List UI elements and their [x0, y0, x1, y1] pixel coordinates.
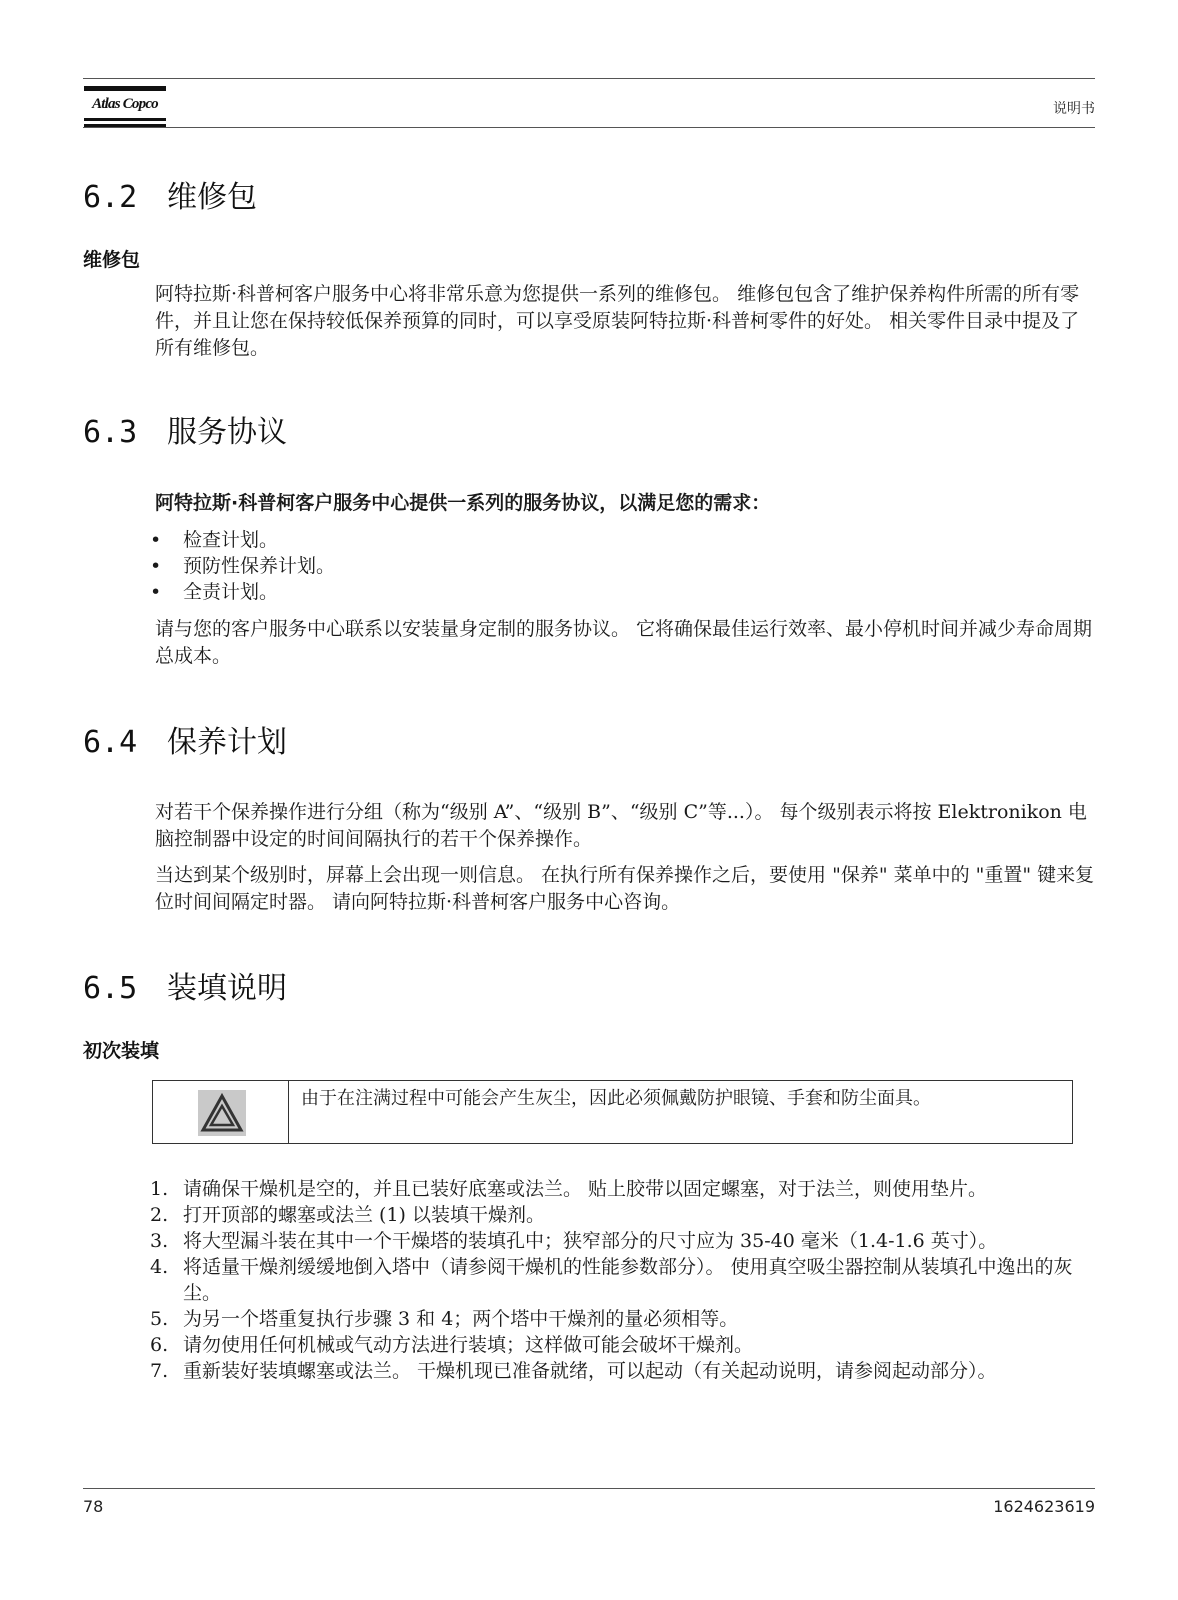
section-6-4-paragraph-2: 当达到某个级别时，屏幕上会出现一则信息。 在执行所有保养操作之后，要使用 "保养" 菜单中的 "重置" 键来复位时间间隔定时器。 请向阿特拉斯·科普柯客户服务中心咨询。 — [155, 864, 1095, 913]
warning-box — [152, 1080, 1073, 1144]
section-title: 保养计划 — [167, 725, 287, 760]
warning-icon-cell — [153, 1081, 289, 1143]
header-bottom-rule — [83, 127, 1095, 128]
list-item: 1. 请确保干燥机是空的，并且已装好底塞或法兰。 贴上胶带以固定螺塞，对于法兰，则使用垫片。 — [150, 1178, 988, 1200]
list-item: 2. 打开顶部的螺塞或法兰 (1) 以装填干燥剂。 — [150, 1204, 545, 1226]
atlas-copco-logo — [84, 86, 166, 128]
section-title: 维修包 — [167, 180, 257, 215]
list-item: • 预防性保养计划。 — [150, 555, 336, 577]
list-item: • 检查计划。 — [150, 529, 279, 551]
warning-triangle-icon — [198, 1090, 246, 1136]
list-item: 5. 为另一个塔重复执行步骤 3 和 4；两个塔中干燥剂的量必须相等。 — [150, 1308, 739, 1330]
section-6-5-subheading: 初次装填 — [83, 1040, 160, 1062]
section-number: 6.5 — [83, 971, 138, 1006]
section-6-3-heading — [83, 407, 287, 451]
list-item: 3. 将大型漏斗装在其中一个干燥塔的装填孔中；狭窄部分的尺寸应为 35-40 毫米（1.4-1.6 英寸）。 — [150, 1230, 998, 1252]
section-number: 6.3 — [83, 415, 138, 450]
section-title: 服务协议 — [167, 415, 287, 450]
section-6-2-heading — [83, 172, 257, 216]
warning-text: 由于在注满过程中可能会产生灰尘，因此必须佩戴防护眼镜、手套和防尘面具。 — [301, 1088, 931, 1109]
header-top-rule — [83, 78, 1095, 79]
document-type: 说明书 — [1053, 101, 1095, 117]
footer-rule — [83, 1488, 1095, 1489]
section-6-4-heading — [83, 717, 287, 761]
list-item: • 全责计划。 — [150, 581, 279, 603]
section-6-3-intro: 阿特拉斯·科普柯客户服务中心提供一系列的服务协议，以满足您的需求： — [155, 492, 771, 514]
section-number: 6.2 — [83, 180, 138, 215]
section-6-2-paragraph: 阿特拉斯·科普柯客户服务中心将非常乐意为您提供一系列的维修包。 维修包包含了维护保养构件所需的所有零件，并且让您在保持较低保养预算的同时，可以享受原装阿特拉斯·科普柯零件的好处。 相关零件目录中提及了所有维修包。 — [155, 283, 1080, 359]
page-number: 78 — [83, 1497, 104, 1516]
section-6-5-heading — [83, 963, 287, 1007]
list-item: 4. 将适量干燥剂缓缓地倒入塔中（请参阅干燥机的性能参数部分）。 使用真空吸尘器控制从装填孔中逸出的灰尘。 — [150, 1256, 1073, 1304]
section-6-4-paragraph-1: 对若干个保养操作进行分组（称为“级别 A”、“级别 B”、“级别 C”等...）。 每个级别表示将按 Elektronikon 电脑控制器中设定的时间间隔执行的若干个保养操作。 — [155, 801, 1087, 850]
document-number: 1624623619 — [993, 1497, 1095, 1516]
logo-text: Atlas Copco — [92, 96, 158, 112]
section-title: 装填说明 — [167, 971, 287, 1006]
filling-steps-list — [150, 1176, 1095, 1384]
section-number: 6.4 — [83, 725, 138, 760]
list-item: 7. 重新装好装填螺塞或法兰。 干燥机现已准备就绪，可以起动（有关起动说明，请参阅起动部分）。 — [150, 1360, 997, 1382]
section-6-3-paragraph: 请与您的客户服务中心联系以安装量身定制的服务协议。 它将确保最佳运行效率、最小停机时间并减少寿命周期总成本。 — [155, 618, 1093, 667]
section-6-2-subheading: 维修包 — [83, 249, 141, 271]
service-plan-list — [150, 527, 1095, 605]
list-item: 6. 请勿使用任何机械或气动方法进行装填；这样做可能会破坏干燥剂。 — [150, 1334, 754, 1356]
